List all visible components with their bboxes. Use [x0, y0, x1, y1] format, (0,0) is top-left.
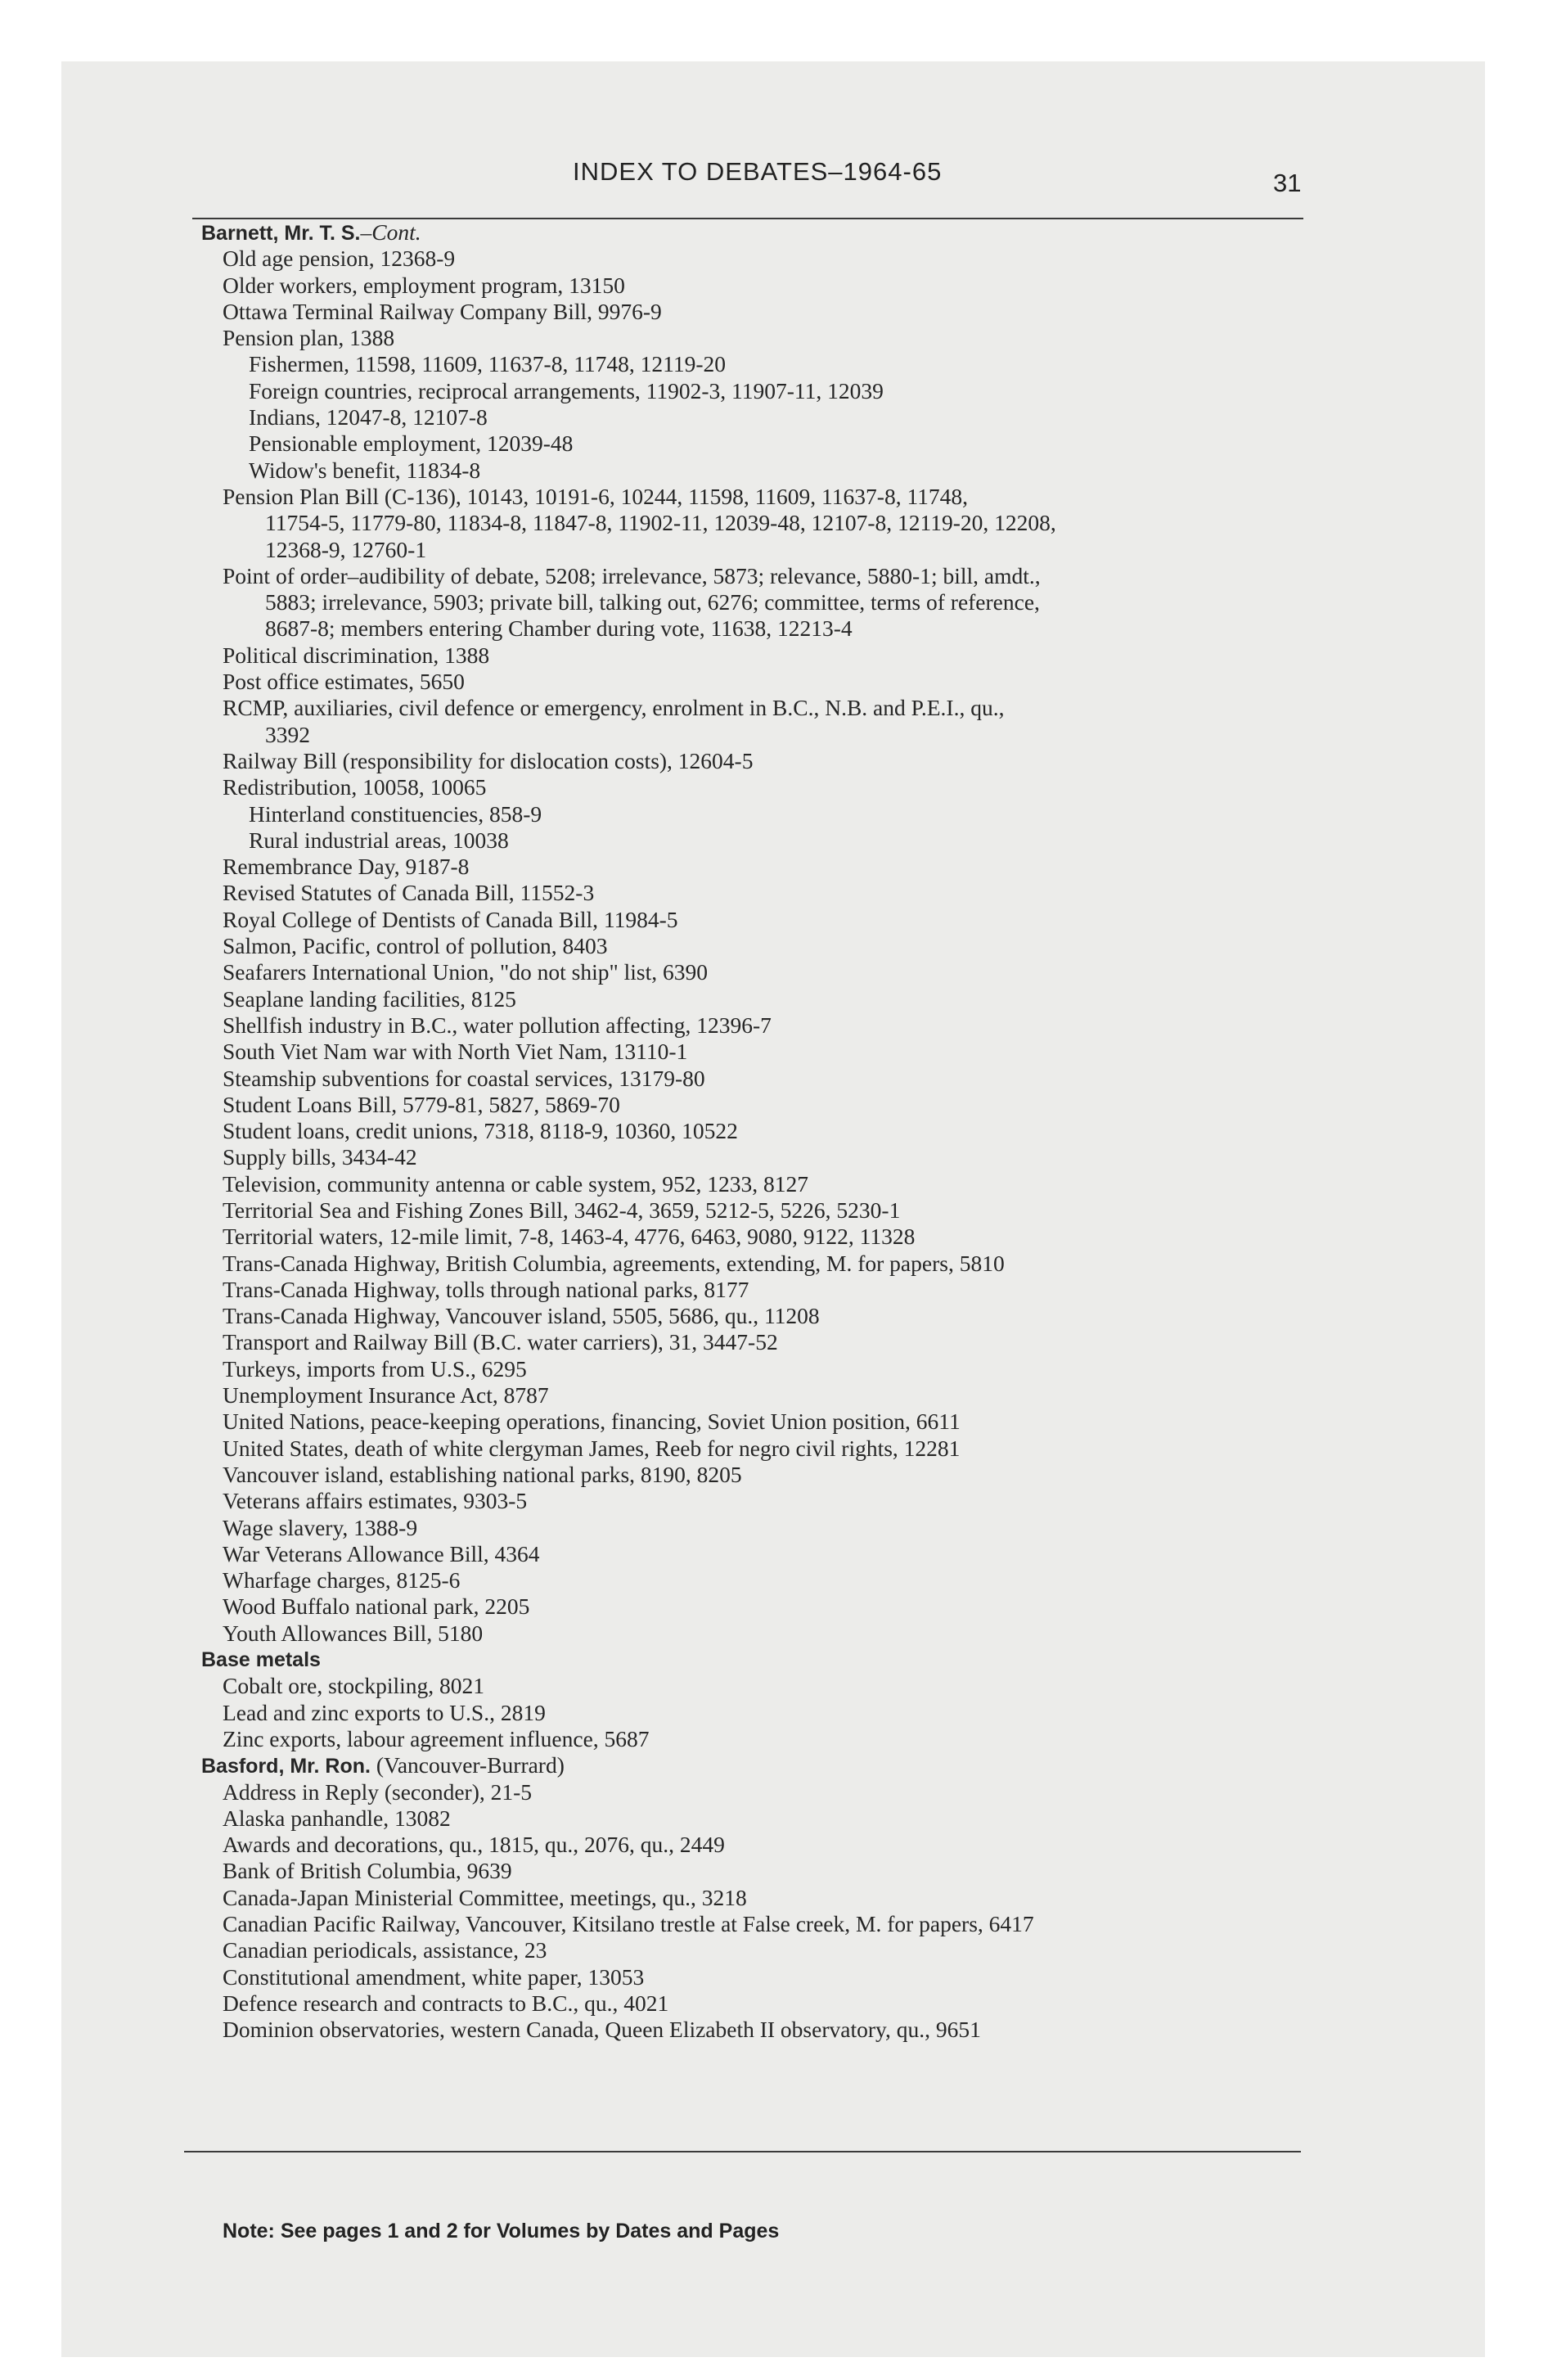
- index-subentry: Pensionable employment, 12039-48: [249, 430, 574, 457]
- index-entry: Railway Bill (responsibility for dislocation costs), 12604-5: [223, 747, 754, 773]
- index-entry: War Veterans Allowance Bill, 4364: [223, 1540, 540, 1566]
- index-entry: Wharfage charges, 8125-6: [223, 1567, 461, 1593]
- index-entry: Salmon, Pacific, control of pollution, 8403: [223, 933, 608, 959]
- index-entry: Remembrance Day, 9187-8: [223, 854, 470, 880]
- index-entry: Pension Plan Bill (C-136), 10143, 10191-6, 10244, 11598, 11609, 11637-8, 11748,: [223, 483, 969, 509]
- index-entry: Revised Statutes of Canada Bill, 11552-3: [223, 880, 595, 906]
- index-entry: Constitutional amendment, white paper, 13053: [223, 1963, 645, 1990]
- index-entry: Vancouver island, establishing national parks, 8190, 8205: [223, 1461, 742, 1487]
- index-entry: Territorial Sea and Fishing Zones Bill, 3462-4, 3659, 5212-5, 5226, 5230-1: [223, 1197, 901, 1223]
- index-entry: RCMP, auxiliaries, civil defence or emergency, enrolment in B.C., N.B. and P.E.I., qu.,: [223, 695, 1005, 721]
- index-entry: Trans-Canada Highway, tolls through national parks, 8177: [223, 1276, 749, 1302]
- index-entry: South Viet Nam war with North Viet Nam, 13110-1: [223, 1039, 688, 1065]
- index-entry: Wage slavery, 1388-9: [223, 1514, 418, 1540]
- index-entry: Address in Reply (seconder), 21-5: [223, 1778, 533, 1805]
- index-subentry: Widow's benefit, 11834-8: [249, 457, 481, 483]
- index-entry: Television, community antenna or cable system, 952, 1233, 8127: [223, 1170, 808, 1197]
- index-entry: Wood Buffalo national park, 2205: [223, 1593, 530, 1620]
- index-entry-continuation: 11754-5, 11779-80, 11834-8, 11847-8, 11902-11, 12039-48, 12107-8, 12119-20, 12208,: [265, 510, 1056, 536]
- index-entry: Unemployment Insurance Act, 8787: [223, 1382, 549, 1409]
- page-title: INDEX TO DEBATES–1964-65: [573, 157, 943, 186]
- index-entry: Defence research and contracts to B.C., qu., 4021: [223, 1990, 669, 2016]
- index-entry: Alaska panhandle, 13082: [223, 1805, 451, 1831]
- index-entry: Old age pension, 12368-9: [223, 246, 456, 272]
- index-entry: Pension plan, 1388: [223, 325, 395, 351]
- heading-suffix: (Vancouver-Burrard): [370, 1752, 565, 1778]
- index-subentry: Foreign countries, reciprocal arrangements, 11902-3, 11907-11, 12039: [249, 377, 884, 403]
- page-number: 31: [1273, 169, 1302, 197]
- index-entry: Seaplane landing facilities, 8125: [223, 985, 516, 1012]
- index-entry: Turkeys, imports from U.S., 6295: [223, 1355, 527, 1382]
- index-heading: [201, 1647, 1330, 1673]
- index-entry: Redistribution, 10058, 10065: [223, 774, 487, 800]
- index-entry: Canada-Japan Ministerial Committee, meetings, qu., 3218: [223, 1884, 747, 1910]
- index-entry: Point of order–audibility of debate, 5208; irrelevance, 5873; relevance, 5880-1; bill, amdt.,: [223, 562, 1041, 588]
- heading-name: Base metals: [201, 1648, 321, 1672]
- index-entry-continuation: 3392: [265, 721, 310, 747]
- heading-name: Basford, Mr. Ron.: [201, 1755, 371, 1778]
- index-entry: Canadian Pacific Railway, Vancouver, Kitsilano trestle at False creek, M. for papers, 6417: [223, 1911, 1034, 1936]
- index-entry-continuation: 8687-8; members entering Chamber during vote, 11638, 12213-4: [265, 615, 853, 642]
- index-entry: United States, death of white clergyman James, Reeb for negro civil rights, 12281: [223, 1435, 961, 1461]
- index-entry-continuation: 5883; irrelevance, 5903; private bill, talking out, 6276; committee, terms of reference,: [265, 589, 1040, 615]
- index-subentry: Indians, 12047-8, 12107-8: [249, 404, 488, 430]
- index-entry: Awards and decorations, qu., 1815, qu., 2076, qu., 2449: [223, 1832, 725, 1858]
- index-entry: Veterans affairs estimates, 9303-5: [223, 1488, 528, 1514]
- footer-note: Note: See pages 1 and 2 for Volumes by Dates and Pages: [223, 2220, 780, 2243]
- index-entry: Bank of British Columbia, 9639: [223, 1858, 512, 1884]
- index-subentry: Rural industrial areas, 10038: [249, 827, 509, 853]
- index-entry: Shellfish industry in B.C., water pollution affecting, 12396-7: [223, 1012, 772, 1038]
- index-entry: Lead and zinc exports to U.S., 2819: [223, 1699, 546, 1725]
- index-subentry: Hinterland constituencies, 858-9: [249, 800, 542, 827]
- index-subentry: Fishermen, 11598, 11609, 11637-8, 11748, 12119-20: [249, 351, 727, 377]
- index-entry: Student Loans Bill, 5779-81, 5827, 5869-70: [223, 1091, 620, 1117]
- index-entry: Ottawa Terminal Railway Company Bill, 9976-9: [223, 298, 662, 324]
- index-entry: Youth Allowances Bill, 5180: [223, 1620, 484, 1646]
- index-entry: Canadian periodicals, assistance, 23: [223, 1937, 547, 1963]
- index-entry: Zinc exports, labour agreement influence, 5687: [223, 1725, 650, 1751]
- index-entry: Student loans, credit unions, 7318, 8118-9, 10360, 10522: [223, 1118, 738, 1144]
- heading-name: Barnett, Mr. T. S.: [201, 222, 361, 245]
- index-entry: Seafarers International Union, "do not ship" list, 6390: [223, 959, 708, 985]
- index-entry: Older workers, employment program, 13150: [223, 272, 625, 298]
- index-entry: Supply bills, 3434-42: [223, 1144, 417, 1170]
- index-entry: Cobalt ore, stockpiling, 8021: [223, 1673, 485, 1699]
- index-entry: Post office estimates, 5650: [223, 669, 465, 695]
- index-entry: Transport and Railway Bill (B.C. water carriers), 31, 3447-52: [223, 1329, 778, 1355]
- index-heading: [201, 219, 1330, 246]
- index-heading: [201, 1752, 1330, 1778]
- index-entry: Territorial waters, 12-mile limit, 7-8, 1463-4, 4776, 6463, 9080, 9122, 11328: [223, 1224, 916, 1250]
- index-entry: Royal College of Dentists of Canada Bill, 11984-5: [223, 906, 678, 932]
- index-entry: Dominion observatories, western Canada, Queen Elizabeth II observatory, qu., 9651: [223, 2017, 981, 2043]
- index-entry: Trans-Canada Highway, Vancouver island, 5505, 5686, qu., 11208: [223, 1303, 820, 1329]
- index-list: [201, 219, 1330, 2043]
- index-entry: Steamship subventions for coastal services, 13179-80: [223, 1065, 705, 1091]
- footer-rule: [184, 2151, 1301, 2152]
- index-entry-continuation: 12368-9, 12760-1: [265, 536, 427, 562]
- index-entry: Political discrimination, 1388: [223, 642, 490, 668]
- heading-suffix: –Cont.: [360, 219, 421, 245]
- index-entry: United Nations, peace-keeping operations, financing, Soviet Union position, 6611: [223, 1409, 961, 1435]
- index-entry: Trans-Canada Highway, British Columbia, agreements, extending, M. for papers, 5810: [223, 1250, 1005, 1276]
